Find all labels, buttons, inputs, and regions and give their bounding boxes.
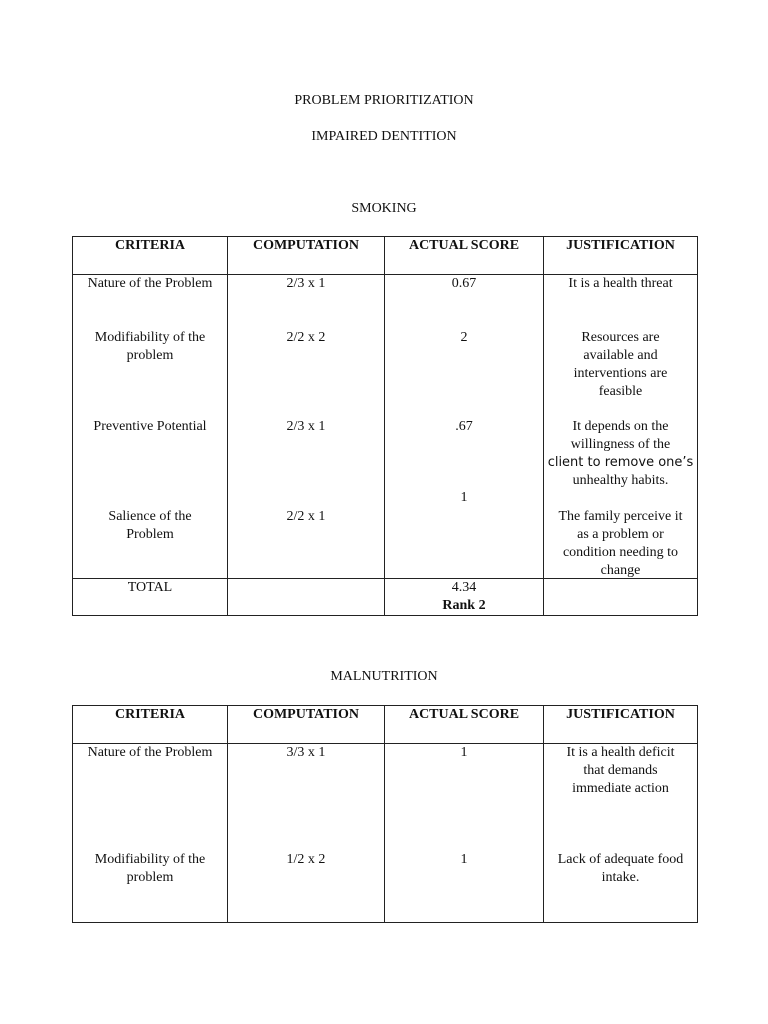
justification-preventive-line2: willingness of the	[570, 437, 671, 452]
justification-nature-line2: that demands	[583, 763, 658, 778]
document-title: PROBLEM PRIORITIZATION	[294, 93, 474, 108]
justification-column	[544, 275, 698, 579]
score-preventive: .67	[455, 419, 473, 434]
justification-modifiability-line2: intake.	[601, 870, 640, 885]
total-row	[73, 579, 698, 616]
computation-nature: 3/3 x 1	[286, 745, 326, 760]
justification-column	[544, 744, 698, 923]
score-nature: 1	[460, 745, 468, 760]
header-actual-score: ACTUAL SCORE	[385, 237, 544, 275]
criteria-modifiability-line2: problem	[126, 870, 174, 885]
justification-salience-line4: change	[600, 563, 641, 578]
criteria-nature: Nature of the Problem	[87, 745, 213, 760]
justification-modifiability-line3: interventions are	[573, 366, 668, 381]
header-actual-score: ACTUAL SCORE	[385, 706, 544, 744]
malnutrition-table	[72, 705, 698, 923]
justification-preventive-line3: client to remove one’s	[547, 455, 694, 470]
justification-modifiability-line1: Resources are	[581, 330, 660, 345]
header-computation: COMPUTATION	[228, 237, 385, 275]
malnutrition-section-label: MALNUTRITION	[330, 669, 438, 684]
criteria-column	[73, 275, 228, 579]
criteria-modifiability-line1: Modifiability of the	[94, 852, 206, 867]
criteria-nature: Nature of the Problem	[87, 276, 213, 291]
justification-salience-line1: The family perceive it	[558, 509, 683, 524]
table-header-row	[73, 237, 698, 275]
score-column	[385, 744, 544, 923]
document-subtitle: IMPAIRED DENTITION	[311, 129, 457, 144]
computation-modifiability: 1/2 x 2	[286, 852, 326, 867]
justification-preventive-line4: unhealthy habits.	[572, 473, 669, 488]
justification-modifiability-line2: available and	[583, 348, 658, 363]
score-modifiability: 1	[460, 852, 468, 867]
computation-column	[228, 744, 385, 923]
justification-salience-line2: as a problem or	[577, 527, 664, 542]
justification-modifiability-line4: feasible	[598, 384, 643, 399]
criteria-modifiability-line1: Modifiability of the	[94, 330, 206, 345]
table-body-row	[73, 275, 698, 579]
justification-nature-line3: immediate action	[572, 781, 669, 796]
computation-nature: 2/3 x 1	[286, 276, 326, 291]
justification-nature: It is a health threat	[568, 276, 673, 291]
header-criteria: CRITERIA	[73, 237, 228, 275]
computation-modifiability: 2/2 x 2	[286, 330, 326, 345]
justification-modifiability-line1: Lack of adequate food	[557, 852, 684, 867]
computation-salience: 2/2 x 1	[286, 509, 326, 524]
header-criteria: CRITERIA	[73, 706, 228, 744]
criteria-modifiability-line2: problem	[126, 348, 174, 363]
total-computation-empty	[228, 579, 385, 616]
total-label: TOTAL	[73, 579, 228, 616]
score-nature: 0.67	[451, 276, 477, 291]
table-body-row	[73, 744, 698, 923]
score-column	[385, 275, 544, 579]
table-header-row	[73, 706, 698, 744]
justification-preventive-line1: It depends on the	[572, 419, 669, 434]
smoking-table	[72, 236, 698, 616]
criteria-preventive: Preventive Potential	[93, 419, 207, 434]
smoking-section-label: SMOKING	[351, 201, 417, 216]
rank-label: Rank 2	[442, 598, 486, 613]
total-justification-empty	[544, 579, 698, 616]
justification-nature-line1: It is a health deficit	[566, 745, 675, 760]
score-salience: 1	[460, 490, 468, 505]
criteria-column	[73, 744, 228, 923]
header-computation: COMPUTATION	[228, 706, 385, 744]
computation-preventive: 2/3 x 1	[286, 419, 326, 434]
header-justification: JUSTIFICATION	[544, 237, 698, 275]
total-score	[385, 579, 544, 616]
computation-column	[228, 275, 385, 579]
criteria-salience-line1: Salience of the	[108, 509, 192, 524]
score-modifiability: 2	[460, 330, 468, 345]
header-justification: JUSTIFICATION	[544, 706, 698, 744]
total-value: 4.34	[451, 580, 477, 595]
justification-salience-line3: condition needing to	[562, 545, 679, 560]
criteria-salience-line2: Problem	[126, 527, 174, 542]
